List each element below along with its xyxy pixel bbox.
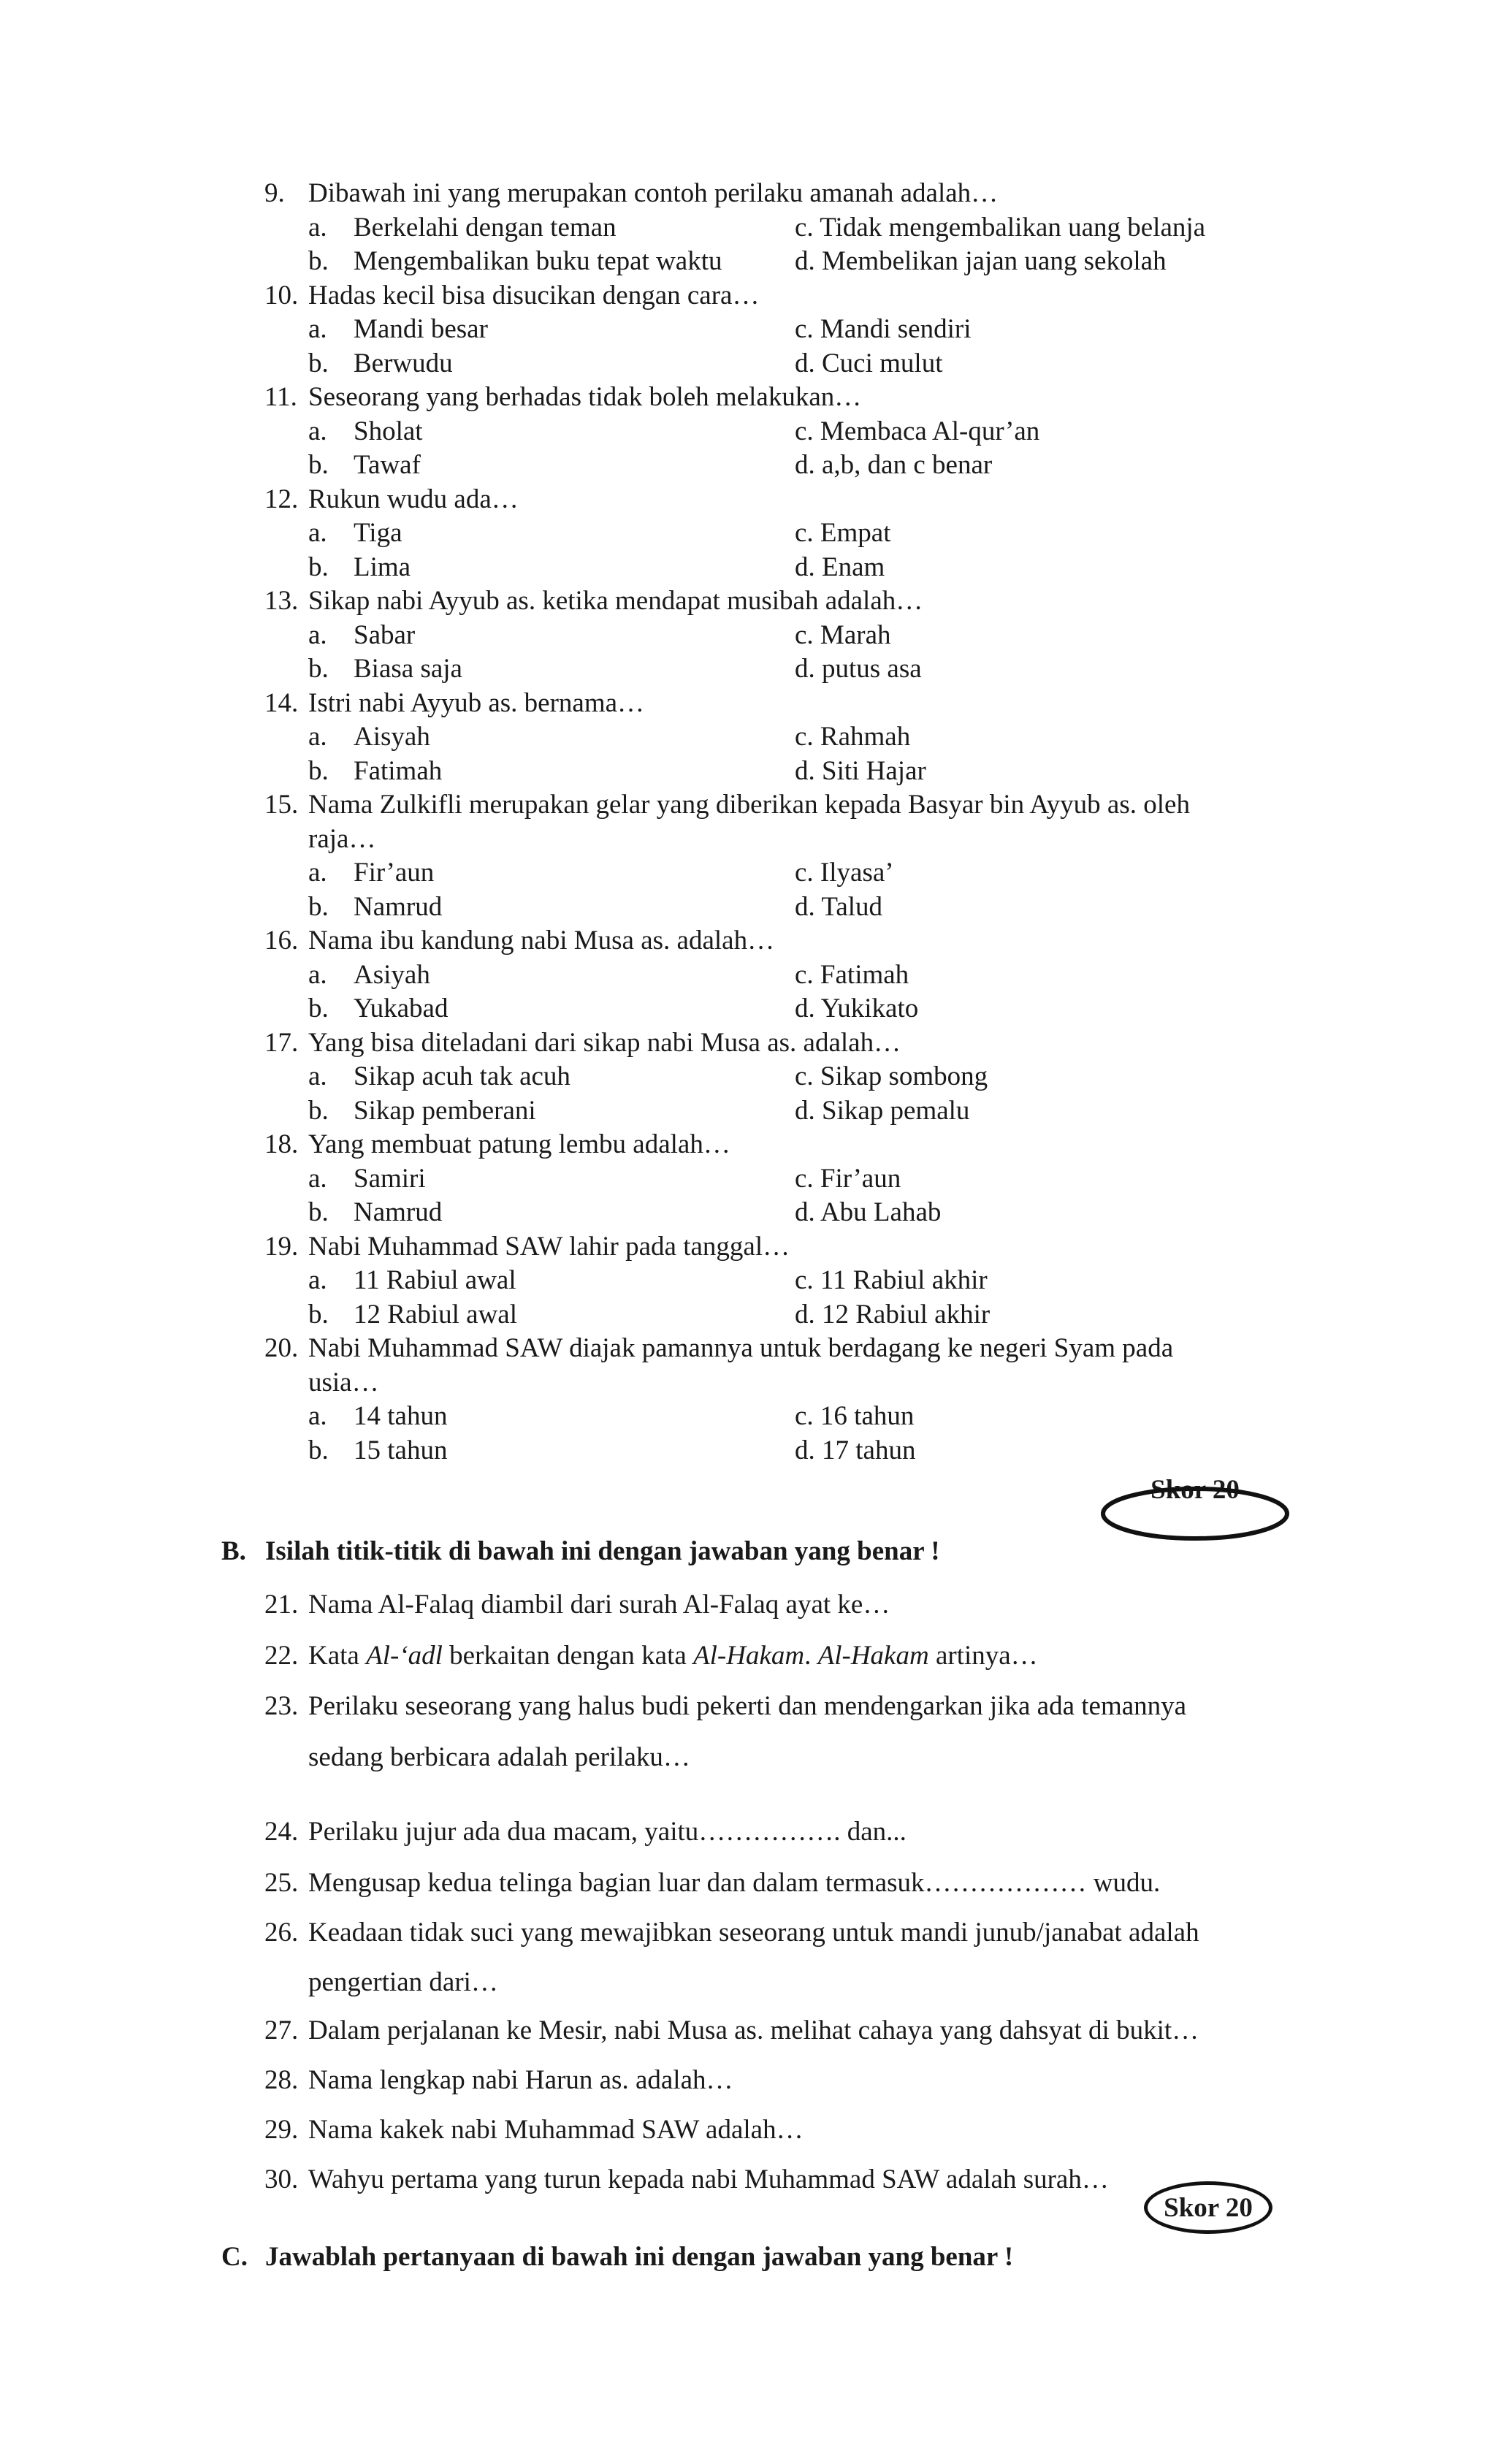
option-row [264, 1060, 1287, 1094]
option-text: 15 tahun [354, 1435, 448, 1465]
option-row [264, 1094, 1287, 1129]
question-text: Dibawah ini yang merupakan contoh perilaku amanah adalah… [308, 178, 999, 208]
option-text: Sholat [354, 416, 423, 446]
option-b[interactable] [308, 1298, 795, 1332]
option-row [264, 449, 1287, 483]
item-number: 29. [264, 2115, 299, 2145]
question-text: Sikap nabi Ayyub as. ketika mendapat musibah adalah… [308, 586, 923, 616]
fill-in-item-24 [264, 1816, 1287, 1847]
score-a-ellipse [1100, 1476, 1290, 1541]
section-b-letter: B. [221, 1536, 246, 1566]
item-number: 24. [264, 1817, 299, 1847]
section-c-letter: C. [221, 2242, 248, 2272]
option-letter: b. [308, 450, 329, 480]
option-text: 12 Rabiul awal [354, 1299, 518, 1330]
question-text: Yang bisa diteladani dari sikap nabi Musa as. adalah… [308, 1027, 901, 1058]
item-text-line-2: sedang berbicara adalah perilaku… [308, 1742, 690, 1772]
fill-in-item-22 [264, 1640, 1287, 1671]
option-text: Fatimah [354, 755, 443, 786]
option-b[interactable] [308, 1434, 795, 1468]
option-letter: b. [308, 993, 329, 1023]
text-fragment: Kata [308, 1641, 367, 1671]
item-text: Dalam perjalanan ke Mesir, nabi Musa as. melihat cahaya yang dahsyat di bukit… [308, 2015, 1199, 2045]
text-fragment: berkaitan dengan kata [442, 1641, 694, 1671]
question-10 [264, 279, 1287, 381]
option-a[interactable] [308, 415, 795, 449]
question-text: Yang membuat patung lembu adalah… [308, 1129, 730, 1159]
option-letter: a. [308, 1163, 327, 1194]
option-d[interactable]: d. a,b, dan c benar [795, 450, 993, 480]
item-number: 30. [264, 2164, 299, 2194]
option-row [264, 1298, 1287, 1332]
option-row [264, 551, 1287, 585]
item-number: 21. [264, 1590, 299, 1620]
option-c[interactable]: c. Ilyasa’ [795, 858, 894, 888]
option-c[interactable]: c. Membaca Al-qur’an [795, 416, 1040, 446]
item-text: Wahyu pertama yang turun kepada nabi Muhammad SAW adalah surah… [308, 2164, 1109, 2194]
option-c[interactable]: c. Rahmah [795, 722, 911, 752]
option-b[interactable] [308, 890, 795, 925]
option-letter: a. [308, 619, 327, 650]
option-text: Namrud [354, 1197, 443, 1227]
option-letter: a. [308, 1061, 327, 1091]
question-number: 13. [264, 586, 299, 616]
option-letter: b. [308, 348, 329, 378]
option-row [264, 245, 1287, 279]
option-text: Lima [354, 552, 411, 582]
fill-in-item-30 [264, 2164, 1287, 2195]
question-text: Nabi Muhammad SAW lahir pada tanggal… [308, 1231, 790, 1262]
question-18 [264, 1128, 1287, 1230]
fill-in-item-27 [264, 2015, 1287, 2046]
option-row [264, 1400, 1287, 1434]
option-a[interactable] [308, 211, 795, 245]
question-text: Nabi Muhammad SAW diajak pamannya untuk berdagang ke negeri Syam pada [308, 1333, 1174, 1363]
option-row [264, 1196, 1287, 1230]
option-text: Samiri [354, 1163, 426, 1194]
question-number: 11. [264, 382, 297, 412]
option-a[interactable] [308, 313, 795, 347]
option-a[interactable] [308, 1264, 795, 1298]
option-c[interactable]: c. Marah [795, 619, 891, 650]
option-text: Mengembalikan buku tepat waktu [354, 246, 722, 276]
option-b[interactable] [308, 347, 795, 381]
option-c[interactable]: c. Fatimah [795, 959, 909, 990]
question-text: Nama Zulkifli merupakan gelar yang diberikan kepada Basyar bin Ayyub as. oleh [308, 790, 1190, 820]
option-a[interactable] [308, 516, 795, 551]
option-b[interactable] [308, 449, 795, 483]
item-text-line-2: pengertian dari… [308, 1967, 498, 1997]
option-row [264, 652, 1287, 687]
option-text: Asiyah [354, 959, 430, 990]
option-d[interactable]: d. Membelikan jajan uang sekolah [795, 246, 1167, 276]
item-number: 25. [264, 1868, 299, 1898]
item-text: Nama Al-Falaq diambil dari surah Al-Falaq ayat ke… [308, 1590, 890, 1620]
option-letter: b. [308, 1095, 329, 1126]
score-a-label: Skor 20 [1150, 1475, 1240, 1505]
question-14 [264, 687, 1287, 789]
option-letter: a. [308, 1265, 327, 1295]
item-text [264, 1640, 1287, 1671]
option-row [264, 619, 1287, 653]
question-text: Istri nabi Ayyub as. bernama… [308, 687, 645, 718]
option-b[interactable] [308, 245, 795, 279]
question-stem [264, 924, 1287, 958]
question-12 [264, 483, 1287, 585]
option-c[interactable]: c. Sikap sombong [795, 1061, 988, 1091]
fill-in-item-26 [264, 1917, 1287, 1948]
text-fragment: artinya… [928, 1641, 1038, 1671]
text-fragment: . [804, 1641, 818, 1671]
option-text: 11 Rabiul awal [354, 1265, 516, 1295]
option-d[interactable]: d. Abu Lahab [795, 1197, 942, 1227]
option-row [264, 211, 1287, 245]
question-stem [264, 381, 1287, 415]
option-c[interactable]: c. 11 Rabiul akhir [795, 1265, 988, 1295]
option-text: Tawaf [354, 450, 421, 480]
option-letter: b. [308, 1197, 329, 1227]
option-letter: b. [308, 1435, 329, 1465]
option-row [264, 856, 1287, 890]
item-number: 23. [264, 1691, 299, 1721]
option-row [264, 890, 1287, 925]
question-text: Hadas kecil bisa disucikan dengan cara… [308, 280, 760, 310]
item-text-continued [264, 1967, 1287, 1998]
question-number: 12. [264, 484, 299, 514]
fill-in-item-25 [264, 1867, 1287, 1899]
score-b-label: Skor 20 [1164, 2192, 1253, 2223]
fill-in-item-28 [264, 2064, 1287, 2096]
item-text: Perilaku seseorang yang halus budi pekerti dan mendengarkan jika ada temannya [308, 1691, 1187, 1721]
option-row [264, 1162, 1287, 1197]
italic-term: Al-Hakam [693, 1641, 805, 1671]
option-d[interactable]: d. Sikap pemalu [795, 1095, 970, 1126]
question-stem [264, 279, 1287, 313]
option-letter: a. [308, 722, 327, 752]
question-text: Nama ibu kandung nabi Musa as. adalah… [308, 926, 775, 956]
multiple-choice-list [264, 177, 1287, 1468]
item-number: 26. [264, 1918, 299, 1948]
question-number: 20. [264, 1333, 299, 1363]
question-13 [264, 584, 1287, 687]
question-stem [264, 584, 1287, 619]
option-text: Berwudu [354, 348, 453, 378]
option-d[interactable]: d. Cuci mulut [795, 348, 943, 378]
question-number: 16. [264, 926, 299, 956]
option-b[interactable] [308, 992, 795, 1026]
question-16 [264, 924, 1287, 1026]
item-text: Nama kakek nabi Muhammad SAW adalah… [308, 2115, 804, 2145]
item-text: Mengusap kedua telinga bagian luar dan dalam termasuk……………… wudu. [308, 1868, 1161, 1898]
option-c[interactable]: c. Empat [795, 518, 891, 548]
question-number: 18. [264, 1129, 299, 1159]
option-row [264, 415, 1287, 449]
option-a[interactable] [308, 720, 795, 755]
option-d[interactable]: d. 12 Rabiul akhir [795, 1299, 991, 1330]
option-letter: a. [308, 416, 327, 446]
option-d[interactable]: d. Siti Hajar [795, 755, 926, 786]
option-letter: a. [308, 858, 327, 888]
question-number: 19. [264, 1231, 299, 1262]
question-stem [264, 177, 1287, 211]
option-text: Namrud [354, 891, 443, 922]
option-text: 14 tahun [354, 1401, 448, 1431]
option-letter: a. [308, 518, 327, 548]
option-row [264, 516, 1287, 551]
option-b[interactable] [308, 1196, 795, 1230]
option-text: Fir’aun [354, 858, 435, 888]
option-text: Sikap pemberani [354, 1095, 536, 1126]
option-row [264, 1264, 1287, 1298]
option-text: Sikap acuh tak acuh [354, 1061, 570, 1091]
option-d[interactable]: d. Enam [795, 552, 885, 582]
option-text: Sabar [354, 619, 416, 650]
option-text: Aisyah [354, 722, 430, 752]
option-b[interactable] [308, 1094, 795, 1129]
option-row [264, 347, 1287, 381]
question-19 [264, 1230, 1287, 1332]
section-b-heading [221, 1536, 940, 1567]
option-letter: a. [308, 959, 327, 990]
question-17 [264, 1026, 1287, 1129]
item-number: 27. [264, 2015, 299, 2045]
italic-term: Al-Hakam [817, 1641, 929, 1671]
option-letter: b. [308, 1299, 329, 1330]
option-text: Tiga [354, 518, 402, 548]
question-stem [264, 687, 1287, 721]
question-15 [264, 788, 1287, 924]
question-stem [264, 1332, 1287, 1366]
option-letter: a. [308, 314, 327, 344]
question-number: 17. [264, 1027, 299, 1058]
question-text-continued: raja… [308, 823, 376, 854]
score-b [1144, 2181, 1272, 2234]
option-b[interactable] [308, 551, 795, 585]
option-row [264, 1434, 1287, 1468]
question-number: 15. [264, 790, 299, 820]
item-text: Nama lengkap nabi Harun as. adalah… [308, 2065, 733, 2095]
option-c[interactable]: c. Mandi sendiri [795, 314, 972, 344]
question-9 [264, 177, 1287, 279]
option-b[interactable] [308, 652, 795, 687]
option-c[interactable]: c. Fir’aun [795, 1163, 901, 1194]
option-text: Berkelahi dengan teman [354, 212, 617, 243]
option-letter: a. [308, 212, 327, 243]
option-d[interactable]: d. putus asa [795, 654, 922, 684]
option-a[interactable] [308, 1400, 795, 1434]
item-number: 22. [264, 1641, 299, 1671]
option-a[interactable] [308, 856, 795, 890]
option-a[interactable] [308, 619, 795, 653]
question-stem [264, 1026, 1287, 1061]
question-stem [264, 1230, 1287, 1265]
option-row [264, 958, 1287, 993]
item-text: Keadaan tidak suci yang mewajibkan seseorang untuk mandi junub/janabat adalah [308, 1918, 1199, 1948]
option-text: Biasa saja [354, 654, 462, 684]
fill-in-item-23 [264, 1690, 1287, 1722]
option-letter: a. [308, 1401, 327, 1431]
question-text: Seseorang yang berhadas tidak boleh melakukan… [308, 382, 862, 412]
question-text-continued: usia… [308, 1367, 379, 1397]
fill-in-item-29 [264, 2114, 1287, 2145]
question-number: 9. [264, 178, 285, 208]
option-c[interactable]: c. Tidak mengembalikan uang belanja [795, 212, 1206, 243]
item-text-continued [264, 1742, 1287, 1773]
option-a[interactable] [308, 958, 795, 993]
question-number: 10. [264, 280, 299, 310]
question-number: 14. [264, 687, 299, 718]
option-letter: b. [308, 891, 329, 922]
section-b-title: Isilah titik-titik di bawah ini dengan jawaban yang benar ! [265, 1536, 940, 1566]
option-row [264, 720, 1287, 755]
item-text: Perilaku jujur ada dua macam, yaitu……………. dan... [308, 1817, 907, 1847]
question-stem [264, 483, 1287, 517]
item-number: 28. [264, 2065, 299, 2095]
italic-term: Al-‘adl [366, 1641, 443, 1671]
question-stem [264, 788, 1287, 823]
question-stem [264, 1128, 1287, 1162]
question-11 [264, 381, 1287, 483]
option-text: Yukabad [354, 993, 449, 1023]
option-c[interactable]: c. 16 tahun [795, 1401, 915, 1431]
option-a[interactable] [308, 1162, 795, 1197]
option-row [264, 313, 1287, 347]
section-c-heading [221, 2241, 1013, 2273]
fill-in-item-21 [264, 1589, 1287, 1620]
score-a [1100, 1476, 1290, 1541]
option-d[interactable]: d. 17 tahun [795, 1435, 916, 1465]
question-text: Rukun wudu ada… [308, 484, 519, 514]
option-row [264, 755, 1287, 789]
option-letter: b. [308, 755, 329, 786]
option-letter: b. [308, 552, 329, 582]
section-c-title: Jawablah pertanyaan di bawah ini dengan jawaban yang benar ! [265, 2242, 1014, 2272]
question-20 [264, 1332, 1287, 1468]
option-letter: b. [308, 246, 329, 276]
option-text: Mandi besar [354, 314, 488, 344]
option-b[interactable] [308, 755, 795, 789]
option-d[interactable]: d. Talud [795, 891, 883, 922]
option-d[interactable]: d. Yukikato [795, 993, 919, 1023]
option-letter: b. [308, 654, 329, 684]
option-a[interactable] [308, 1060, 795, 1094]
option-row [264, 992, 1287, 1026]
